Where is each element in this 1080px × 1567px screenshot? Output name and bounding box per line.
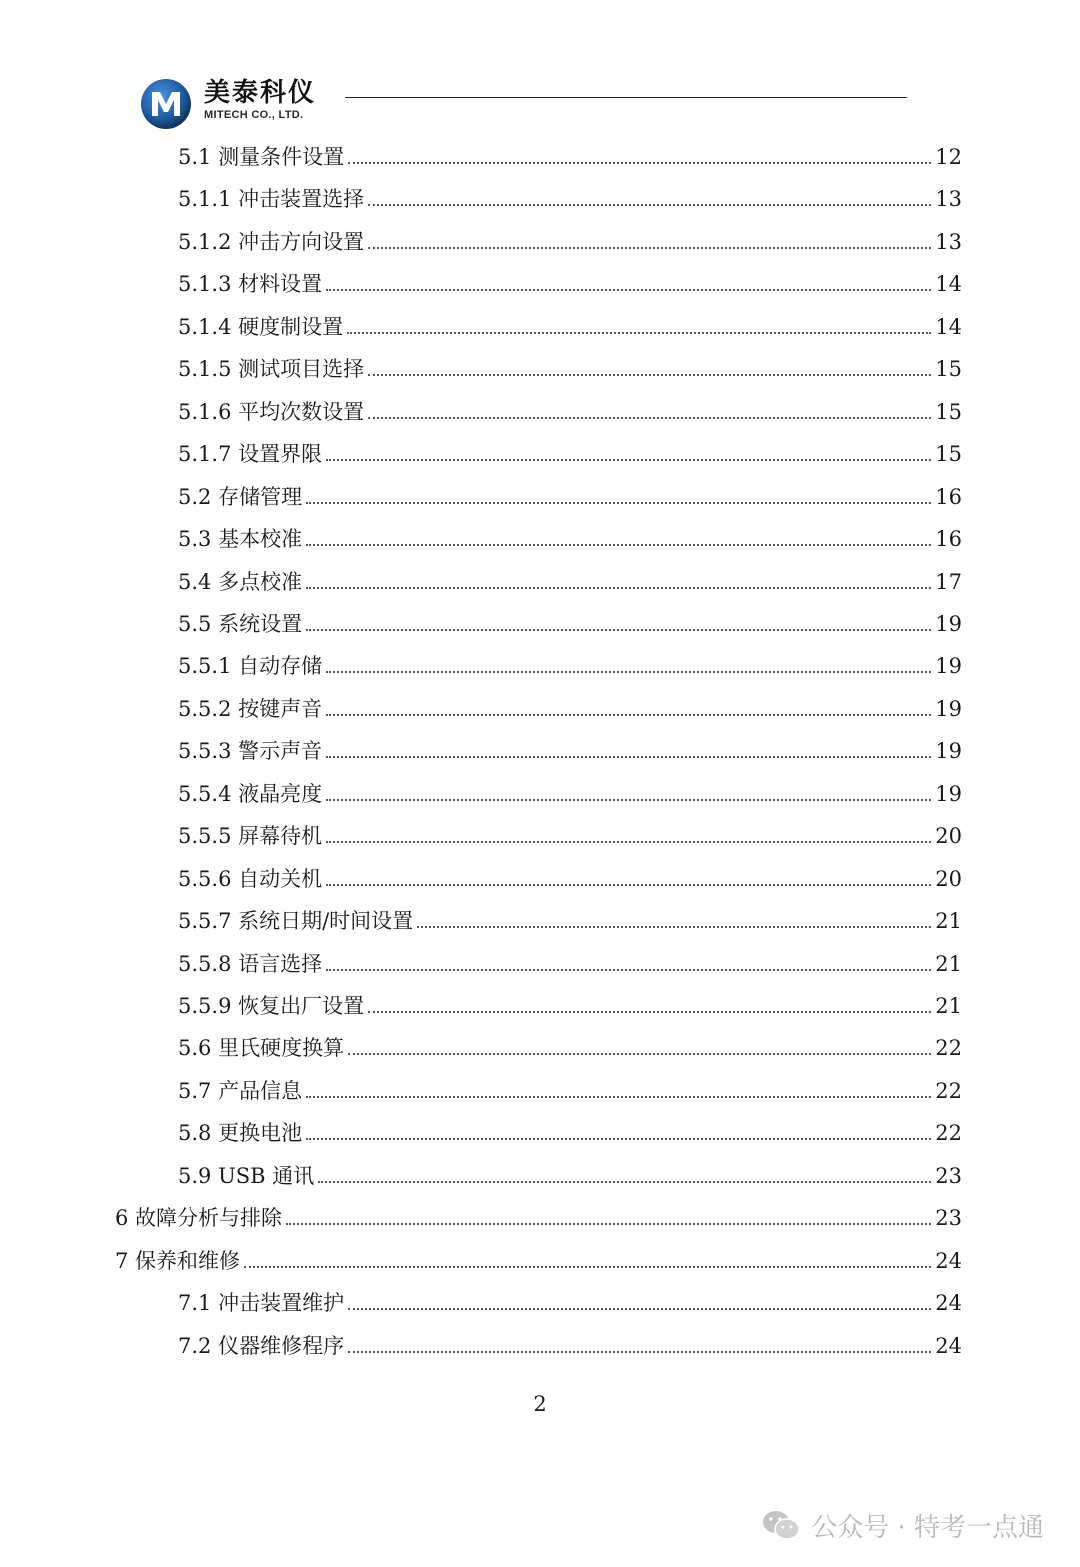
company-name-en: MITECH CO., LTD.	[204, 109, 304, 121]
watermark-text: 公众号 · 特考一点通	[811, 1512, 1044, 1543]
toc-dot-leader	[306, 587, 931, 589]
toc-entry	[178, 140, 962, 170]
toc-entry-label: 5.1.5 测试项目选择	[178, 357, 365, 382]
toc-entry-label: 5.3 基本校准	[178, 527, 303, 552]
page-header	[140, 76, 910, 130]
toc-entry-page: 22	[935, 1121, 962, 1146]
toc-entry	[178, 1031, 962, 1061]
toc-entry-label: 5.1.1 冲击装置选择	[178, 187, 365, 212]
toc-entry-page: 20	[935, 866, 962, 891]
toc-entry-page: 12	[935, 145, 962, 169]
toc-dot-leader	[417, 926, 931, 928]
toc-entry-label: 5.7 产品信息	[178, 1078, 303, 1103]
toc-dot-leader	[348, 1053, 931, 1055]
company-name-cn: 美泰科仪	[204, 78, 317, 108]
toc-entry-label: 5.5.3 警示声音	[178, 739, 323, 764]
toc-entry	[178, 352, 962, 382]
toc-entry	[178, 182, 962, 212]
toc-entry-label: 5.5 系统设置	[178, 611, 303, 636]
toc-entry	[178, 395, 962, 425]
watermark	[761, 1505, 1044, 1545]
toc-entry	[178, 225, 962, 255]
toc-entry-page: 19	[935, 739, 962, 764]
toc-entry-page: 19	[935, 654, 962, 679]
toc-entry-page: 19	[935, 611, 962, 636]
toc-dot-leader	[306, 1096, 931, 1098]
toc-dot-leader	[326, 756, 931, 758]
toc-entry-page: 23	[935, 1206, 962, 1231]
toc-entry-page: 14	[935, 272, 962, 297]
toc-entry	[178, 565, 962, 595]
toc-dot-leader	[326, 671, 931, 673]
header-rule	[345, 97, 907, 98]
toc-entry-label: 6 故障分析与排除	[115, 1206, 283, 1231]
toc-entry	[178, 989, 962, 1019]
toc-entry-label: 5.1.3 材料设置	[178, 272, 323, 297]
toc-dot-leader	[368, 1011, 931, 1013]
toc-entry-page: 15	[935, 442, 962, 467]
toc-dot-leader	[244, 1266, 931, 1268]
page-number: 2	[533, 1392, 547, 1416]
toc-entry-label: 5.1.2 冲击方向设置	[178, 229, 365, 254]
company-logo-icon	[140, 78, 192, 130]
toc-entry-label: 5.5.4 液晶亮度	[178, 781, 323, 806]
toc-entry	[115, 1244, 962, 1274]
toc-entry-page: 20	[935, 824, 962, 849]
toc-entry-page: 21	[935, 951, 962, 976]
toc-entry-label: 5.1.6 平均次数设置	[178, 399, 365, 424]
toc-entry	[178, 310, 962, 340]
toc-entry	[178, 777, 962, 807]
toc-dot-leader	[306, 1138, 931, 1140]
toc-entry-page: 23	[935, 1163, 962, 1188]
toc-dot-leader	[286, 1223, 931, 1225]
toc-dot-leader	[348, 1351, 931, 1353]
toc-entry	[115, 1201, 962, 1231]
toc-dot-leader	[306, 502, 931, 504]
toc-entry-page: 22	[935, 1036, 962, 1061]
toc-entry-label: 5.1.4 硬度制设置	[178, 314, 344, 339]
toc-entry-page: 17	[935, 569, 962, 594]
toc-entry-label: 7.1 冲击装置维护	[178, 1291, 345, 1316]
toc-entry-label: 5.5.9 恢复出厂设置	[178, 994, 365, 1018]
toc-entry-label: 5.6 里氏硬度换算	[178, 1036, 345, 1061]
toc-entry-page: 15	[935, 357, 962, 382]
toc-entry-label: 5.8 更换电池	[178, 1121, 303, 1146]
toc-entry	[178, 904, 962, 934]
toc-entry-page: 24	[935, 1248, 962, 1273]
toc-entry-label: 5.5.1 自动存储	[178, 654, 323, 679]
toc-dot-leader	[326, 969, 931, 971]
wechat-icon	[761, 1508, 801, 1542]
toc-entry	[178, 267, 962, 297]
toc-entry-label: 5.1 测量条件设置	[178, 145, 345, 169]
toc-dot-leader	[348, 1308, 931, 1310]
toc-dot-leader	[326, 884, 931, 886]
toc-entry	[178, 1074, 962, 1104]
toc-entry-label: 7 保养和维修	[115, 1248, 241, 1273]
toc-entry-page: 21	[935, 909, 962, 934]
toc-dot-leader	[326, 799, 931, 801]
toc-entry-label: 5.4 多点校准	[178, 569, 303, 594]
toc-dot-leader	[318, 1181, 931, 1183]
toc-entry	[178, 692, 962, 722]
toc-entry-label: 7.2 仪器维修程序	[178, 1333, 345, 1358]
toc-dot-leader	[347, 332, 931, 334]
toc-entry-label: 5.5.2 按键声音	[178, 696, 323, 721]
toc-dot-leader	[368, 247, 931, 249]
toc-dot-leader	[326, 841, 931, 843]
toc-entry	[178, 819, 962, 849]
toc-entry-page: 16	[935, 484, 962, 509]
toc-entry	[178, 607, 962, 637]
toc-entry	[178, 734, 962, 764]
toc-entry-label: 5.2 存储管理	[178, 484, 303, 509]
toc-dot-leader	[368, 204, 931, 206]
toc-entry	[178, 522, 962, 552]
toc-dot-leader	[368, 417, 931, 419]
toc-entry	[178, 480, 962, 510]
toc-entry-page: 15	[935, 399, 962, 424]
toc-entry-page: 13	[935, 187, 962, 212]
toc-dot-leader	[306, 544, 931, 546]
toc-entry-page: 16	[935, 527, 962, 552]
toc-entry-label: 5.5.8 语言选择	[178, 951, 323, 976]
toc-entry-page: 22	[935, 1078, 962, 1103]
toc-entry-label: 5.9 USB 通讯	[178, 1163, 315, 1188]
toc-entry	[178, 649, 962, 679]
toc-entry-label: 5.1.7 设置界限	[178, 442, 323, 467]
toc-dot-leader	[306, 629, 931, 631]
toc-entry	[178, 1116, 962, 1146]
toc-entry-label: 5.5.5 屏幕待机	[178, 824, 323, 849]
toc-entry-page: 13	[935, 229, 962, 254]
toc-dot-leader	[326, 459, 931, 461]
toc-entry-page: 19	[935, 696, 962, 721]
toc-dot-leader	[326, 289, 931, 291]
toc-entry	[178, 862, 962, 892]
toc-entry	[178, 1286, 962, 1316]
toc-entry	[178, 1159, 962, 1189]
toc-entry	[178, 947, 962, 977]
toc-entry-page: 24	[935, 1333, 962, 1358]
toc-entry-page: 19	[935, 781, 962, 806]
toc-entry-label: 5.5.7 系统日期/时间设置	[178, 909, 414, 934]
toc-entry	[178, 437, 962, 467]
toc-entry-page: 21	[935, 994, 962, 1018]
toc-entry	[178, 1329, 962, 1359]
toc-entry-label: 5.5.6 自动关机	[178, 866, 323, 891]
toc-entry-page: 14	[935, 314, 962, 339]
toc-dot-leader	[326, 714, 931, 716]
toc-dot-leader	[368, 374, 931, 376]
toc-dot-leader	[348, 162, 931, 164]
toc-entry-page: 24	[935, 1291, 962, 1316]
